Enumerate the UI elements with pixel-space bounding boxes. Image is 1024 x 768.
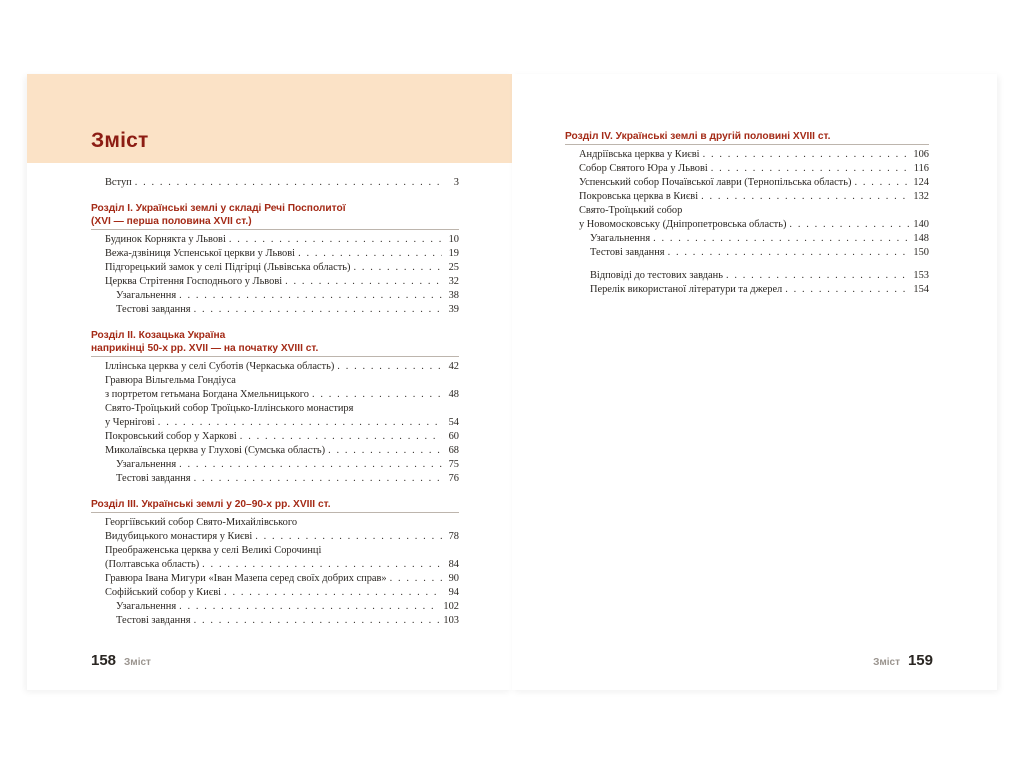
page-title: Зміст: [91, 129, 149, 152]
entry-page-number: 140: [913, 219, 929, 230]
toc-entry[interactable]: [91, 586, 459, 600]
toc-entry[interactable]: [91, 402, 459, 430]
entry-page-number: 39: [448, 304, 459, 315]
dot-leader: [668, 246, 911, 260]
section-rule: [565, 144, 929, 145]
toc-entry[interactable]: [91, 444, 459, 458]
entry-title: Свято-Троїцький собор Троїцько-Іллінського монастиря: [105, 403, 354, 414]
toc-entry[interactable]: [565, 148, 929, 162]
entry-page-number: 68: [448, 445, 459, 456]
section-heading: [91, 202, 459, 228]
dot-leader: [353, 261, 442, 275]
right-page: [512, 74, 997, 690]
section-rule: [91, 356, 459, 357]
toc-entry[interactable]: [91, 374, 459, 402]
entry-title: Свято-Троїцький собор: [579, 205, 683, 216]
dot-leader: [701, 190, 910, 204]
entry-page-number: 38: [448, 290, 459, 301]
entry-page-number: 19: [448, 248, 459, 259]
entry-title: Церква Стрітення Господнього у Львові: [105, 276, 283, 287]
page-number: 159: [907, 652, 933, 669]
entry-page-number: 10: [448, 234, 459, 245]
entry-page-number: 3: [453, 177, 459, 188]
entry-title: Собор Святого Юра у Львові: [579, 163, 708, 174]
section-heading: [91, 329, 459, 355]
section-heading-line: Розділ I. Українські землі у складі Речі Посполитої: [91, 203, 346, 214]
entry-title: Гравюра Івана Мигури «Іван Мазепа серед своїх добрих справ»: [105, 573, 387, 584]
entry-title: Гравюра Вільгельма Гондіуса: [105, 375, 236, 386]
section-heading: [91, 498, 459, 511]
toc-entry[interactable]: [91, 572, 459, 586]
dot-leader: [703, 148, 911, 162]
entry-title: Будинок Корнякта у Львові: [105, 234, 226, 245]
dot-leader: [179, 289, 442, 303]
toc-entry[interactable]: [91, 233, 459, 247]
entry-title: Вступ: [105, 177, 132, 188]
entry-page-number: 54: [448, 417, 459, 428]
toc-entry[interactable]: [91, 261, 459, 275]
toc-sub-entry[interactable]: [565, 232, 929, 246]
entry-page-number: 154: [913, 284, 929, 295]
entry-page-number: 102: [443, 601, 459, 612]
dot-leader: [854, 176, 910, 190]
entry-title: Відповіді до тестових завдань: [590, 270, 723, 281]
toc-sub-entry[interactable]: [91, 303, 459, 317]
dot-leader: [328, 444, 442, 458]
entry-title: (Полтавська область): [105, 559, 200, 570]
toc-sub-entry[interactable]: [91, 289, 459, 303]
folio-left: [91, 652, 151, 669]
entry-title: Перелік використаної літератури та джерел: [590, 284, 783, 295]
toc-sub-entry[interactable]: [565, 246, 929, 260]
toc-sub-entry[interactable]: [91, 472, 459, 486]
entry-page-number: 78: [448, 531, 459, 542]
entry-page-number: 132: [913, 191, 929, 202]
entry-page-number: 103: [443, 615, 459, 626]
dot-leader: [789, 218, 910, 232]
entry-page-number: 90: [448, 573, 459, 584]
toc-entry[interactable]: [565, 190, 929, 204]
section-heading-line: Розділ II. Козацька Україна: [91, 330, 226, 341]
entry-page-number: 153: [913, 270, 929, 281]
toc-entry[interactable]: [91, 430, 459, 444]
dot-leader: [135, 176, 442, 190]
section-heading-line: (XVI — перша половина XVII ст.): [91, 216, 252, 227]
entry-title: Миколаївська церква у Глухові (Сумська область): [105, 445, 326, 456]
dot-leader: [194, 303, 442, 317]
entry-title: Тестові завдання: [116, 304, 191, 315]
dot-leader: [179, 600, 440, 614]
section-heading: [565, 130, 929, 143]
entry-title: Узагальнення: [116, 601, 177, 612]
dot-leader: [194, 472, 442, 486]
entry-title: Тестові завдання: [590, 247, 665, 258]
entry-page-number: 75: [448, 459, 459, 470]
section-heading-line: наприкінці 50-х рр. XVII — на початку XVIII ст.: [91, 343, 319, 354]
toc-entry[interactable]: [565, 204, 929, 232]
dot-leader: [726, 269, 910, 283]
entry-title: Тестові завдання: [116, 473, 191, 484]
toc-sub-entry[interactable]: [91, 614, 459, 628]
entry-page-number: 116: [913, 163, 929, 174]
entry-title: у Чернігові: [105, 417, 155, 428]
entry-page-number: 94: [448, 587, 459, 598]
entry-title: з портретом гетьмана Богдана Хмельницького: [105, 389, 309, 400]
section-heading-line: Розділ III. Українські землі у 20–90-х рр. XVIII ст.: [91, 499, 331, 510]
dot-leader: [224, 586, 442, 600]
toc-sub-entry[interactable]: [91, 458, 459, 472]
dot-leader: [240, 430, 442, 444]
entry-title: Узагальнення: [116, 290, 177, 301]
toc-entry[interactable]: [91, 544, 459, 572]
toc-right-column: [565, 130, 929, 297]
dot-leader: [194, 614, 441, 628]
entry-title: Успенський собор Почаївської лаври (Тернопільська область): [579, 177, 852, 188]
running-head: Зміст: [873, 657, 900, 668]
entry-title: Видубицького монастиря у Києві: [105, 531, 253, 542]
entry-title: Покровський собор у Харкові: [105, 431, 237, 442]
entry-page-number: 84: [448, 559, 459, 570]
entry-page-number: 76: [448, 473, 459, 484]
toc-sub-entry[interactable]: [91, 600, 459, 614]
entry-title: Покровська церква в Києві: [579, 191, 699, 202]
entry-title: Узагальнення: [116, 459, 177, 470]
page-number: 158: [91, 652, 117, 669]
toc-entry[interactable]: [565, 162, 929, 176]
dot-leader: [285, 275, 442, 289]
entry-page-number: 148: [913, 233, 929, 244]
toc-entry[interactable]: [91, 275, 459, 289]
entry-title: Вежа-дзвіниця Успенської церкви у Львові: [105, 248, 296, 259]
dot-leader: [229, 233, 442, 247]
entry-title: Підгорецький замок у селі Підгірці (Львівська область): [105, 262, 351, 273]
entry-title: Софійський собор у Києві: [105, 587, 222, 598]
toc-sub-entry[interactable]: [565, 269, 929, 283]
section-heading-line: Розділ IV. Українські землі в другій половині XVIII ст.: [565, 131, 831, 142]
left-page: [27, 74, 512, 690]
toc-entry[interactable]: [565, 176, 929, 190]
toc-sub-entry[interactable]: [565, 283, 929, 297]
entry-page-number: 48: [448, 389, 459, 400]
toc-left-column: [91, 176, 459, 628]
section-rule: [91, 229, 459, 230]
running-head: Зміст: [124, 657, 151, 668]
entry-title: Тестові завдання: [116, 615, 191, 626]
entry-title: Георгіївський собор Свято-Михайлівського: [105, 517, 298, 528]
entry-title: Узагальнення: [590, 233, 651, 244]
dot-leader: [653, 232, 910, 246]
entry-page-number: 60: [448, 431, 459, 442]
dot-leader: [312, 388, 442, 402]
dot-leader: [179, 458, 442, 472]
entry-title: у Новомосковську (Дніпропетровська область): [579, 219, 787, 230]
entry-title: Андріївська церква у Києві: [579, 149, 700, 160]
entry-page-number: 150: [913, 247, 929, 258]
entry-title: Іллінська церква у селі Суботів (Черкаська область): [105, 361, 335, 372]
entry-title: Преображенська церква у селі Великі Сорочинці: [105, 545, 322, 556]
dot-leader: [337, 360, 442, 374]
section-rule: [91, 512, 459, 513]
entry-page-number: 32: [448, 276, 459, 287]
entry-page-number: 124: [913, 177, 929, 188]
entry-page-number: 42: [448, 361, 459, 372]
toc-entry[interactable]: [91, 176, 459, 190]
toc-entry[interactable]: [91, 247, 459, 261]
dot-leader: [390, 572, 442, 586]
toc-entry[interactable]: [91, 516, 459, 544]
dot-leader: [785, 283, 910, 297]
dot-leader: [298, 247, 442, 261]
dot-leader: [711, 162, 911, 176]
toc-entry[interactable]: [91, 360, 459, 374]
folio-right: [873, 652, 933, 669]
dot-leader: [202, 558, 442, 572]
dot-leader: [158, 416, 442, 430]
dot-leader: [255, 530, 442, 544]
book-spread: [27, 74, 997, 690]
entry-page-number: 25: [448, 262, 459, 273]
entry-page-number: 106: [913, 149, 929, 160]
